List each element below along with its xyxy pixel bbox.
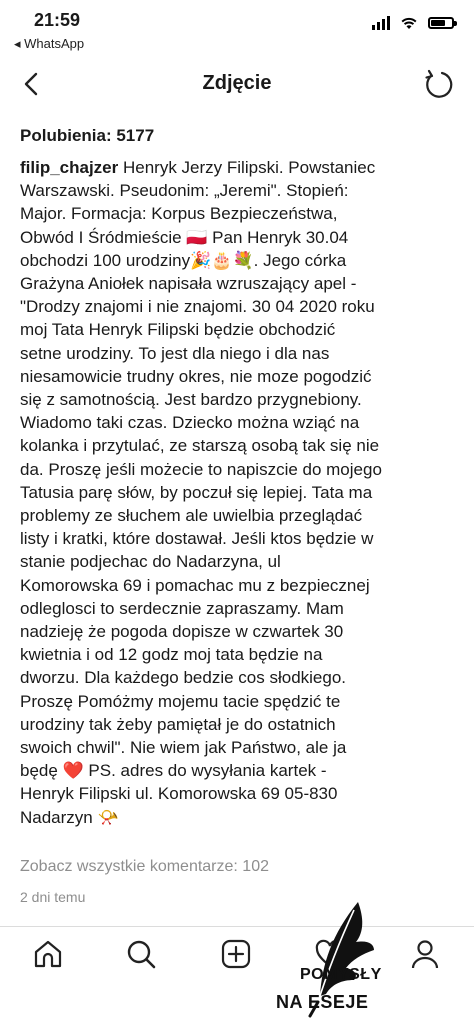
- caption-text: Henryk Jerzy Filipski. Powstaniec Warszawski. Pseudonim: „Jeremi". Stopień: Major. Formacja: Korpus Bezpieczeństwa, Obwód I Śródmieście 🇵🇱 Pan Henryk 30.04 obchodzi 100 urodziny🎉🎂💐. Jego córka Grażyna Aniołek napisała wzruszający apel - "Drodzy znajomi i nie znajomi. 30 04 2020 roku moj Tata Henryk Filipski będzie obchodzić setne urodziny. To jest dla niego i dla nas niesamowicie trudny okres, nie moze pogodzić się z samotnością. Jest bardzo przygnebiony. Wiadomo taki czas. Dziecko można wziąć na kolanka i przytulać, ze starszą osobą tak się nie da. Proszę jeśli możecie to napiszcie do mojego Tatusia parę słów, by poczuł się lepiej. Tata ma problemy ze słuchem ale uwielbia przeglądać listy i kratki, które dostawał. Jeśli ktos będzie w stanie podjechac do Nadarzyna, ul Komorowska 69 i pomachac mu z bezpiecznej odleglosci to serdecznie zapraszamy. Mam nadzieję że pogoda dopisze w czwartek 30 kwietnia i od 12 godz moj tata będzie na dworzu. Dla każdego bedzie cos słodkiego. Proszę Pomóżmy mojemu tacie spędzić te urodziny tak żeby pamiętał je do ostatnich swoich chwil". Nie wiem jak Państwo, ale ja będę ❤️ PS. adres do wysyłania kartek - Henryk Filipski ul. Komorowska 69 05-830 Nadarzyn 📯: [20, 158, 382, 827]
- search-icon[interactable]: [124, 937, 158, 971]
- status-bar: [0, 0, 474, 56]
- battery-level: [431, 20, 445, 26]
- status-icons: [372, 16, 454, 30]
- battery-icon: [428, 17, 454, 29]
- profile-icon[interactable]: [408, 937, 442, 971]
- add-post-icon[interactable]: [219, 937, 253, 971]
- status-time: 21:59: [34, 10, 81, 30]
- post-caption: [20, 156, 464, 829]
- watermark-line2: NA ESEJE: [276, 992, 369, 1012]
- watermark-line1: POMYSŁY: [300, 966, 382, 983]
- post-timestamp: 2 dni temu: [20, 889, 86, 905]
- page-title: Zdjęcie: [202, 72, 272, 94]
- likes-count[interactable]: Polubienia: 5177: [20, 126, 155, 145]
- home-icon[interactable]: [31, 937, 65, 971]
- post-content: [20, 126, 464, 829]
- back-to-whatsapp-link[interactable]: ◂ WhatsApp: [14, 36, 85, 51]
- cellular-signal-icon: [372, 16, 390, 30]
- wifi-icon: [400, 16, 418, 30]
- refresh-icon[interactable]: [420, 66, 456, 102]
- view-all-comments-link[interactable]: Zobacz wszystkie komentarze: 102: [20, 858, 269, 875]
- caption-username[interactable]: filip_chajzer: [20, 158, 119, 177]
- nav-bar: [0, 56, 474, 112]
